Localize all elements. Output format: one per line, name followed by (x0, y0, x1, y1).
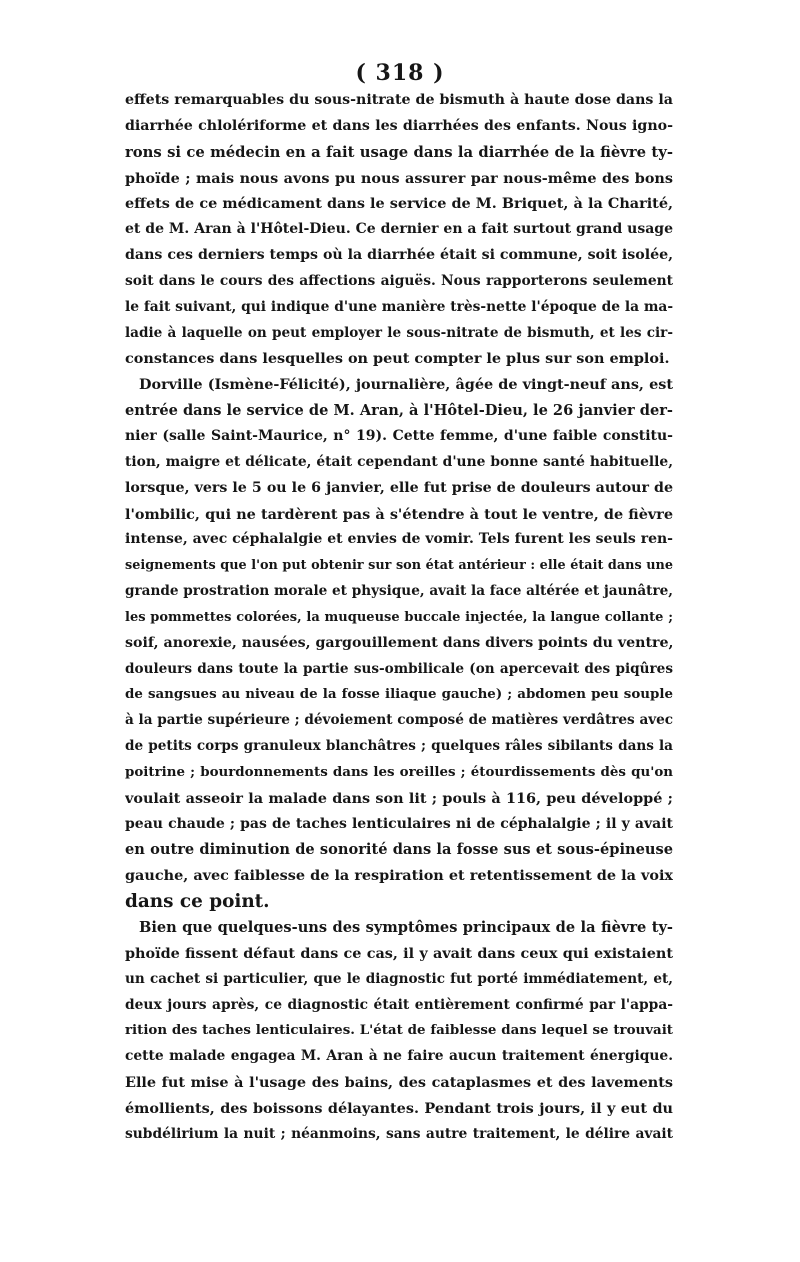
text-line: Elle fut mise à l'usage des bains, des cataplasmes et des lavements (125, 1074, 673, 1092)
text-line: rition des taches lenticulaires. L'état de faiblesse dans lequel se trouvait (125, 1022, 673, 1039)
text-line: Dorville (Ismène-Félicité), journalière, âgée de vingt-neuf ans, est (139, 376, 673, 394)
text-line: soif, anorexie, nausées, gargouillement dans divers points du ventre, (125, 634, 673, 651)
paragraph-case-report (125, 372, 673, 915)
text-line: de petits corps granuleux blanchâtres ; quelques râles sibilants dans la (125, 738, 673, 755)
text-line: à la partie supérieure ; dévoiement composé de matières verdâtres avec (125, 712, 673, 729)
text-line: lorsque, vers le 5 ou le 6 janvier, elle fut prise de douleurs autour de (125, 479, 673, 496)
text-line: nier (salle Saint-Maurice, n° 19). Cette femme, d'une faible constitu- (125, 427, 673, 444)
text-line: un cachet si particulier, que le diagnostic fut porté immédiatement, et, (125, 970, 673, 987)
text-line: deux jours après, ce diagnostic était entièrement confirmé par l'appa- (125, 996, 673, 1013)
text-line: seignements que l'on put obtenir sur son état antérieur : elle était dans une (125, 558, 673, 574)
text-line: douleurs dans toute la partie sus-ombilicale (on apercevait des piqûres (125, 660, 673, 677)
text-line: gauche, avec faiblesse de la respiration et retentissement de la voix (125, 867, 673, 885)
text-line: phoïde ; mais nous avons pu nous assurer par nous-même des bons (125, 169, 673, 187)
text-line: effets remarquables du sous-nitrate de bismuth à haute dose dans la (125, 92, 673, 108)
text-line: et de M. Aran à l'Hôtel-Dieu. Ce dernier en a fait surtout grand usage (125, 221, 673, 238)
text-line: entrée dans le service de M. Aran, à l'Hôtel-Dieu, le 26 janvier der- (125, 402, 673, 420)
text-line: diarrhée chlolériforme et dans les diarrhées des enfants. Nous igno- (125, 117, 673, 134)
text-line: cette malade engagea M. Aran à ne faire aucun traitement énergique. (125, 1048, 673, 1065)
text-line: phoïde fissent défaut dans ce cas, il y avait dans ceux qui existaient (125, 944, 673, 962)
text-line: Bien que quelques-uns des symptômes principaux de la fièvre ty- (139, 919, 673, 936)
text-line: tion, maigre et délicate, était cependant d'une bonne santé habituelle, (125, 453, 673, 470)
text-line: voulait asseoir la malade dans son lit ; pouls à 116, peu développé ; (125, 789, 673, 807)
text-line: émollients, des boissons délayantes. Pendant trois jours, il y eut du (125, 1099, 673, 1117)
text-line: constances dans lesquelles on peut compter le plus sur son emploi. (125, 350, 670, 368)
text-line: en outre diminution de sonorité dans la fosse sus et sous-épineuse (125, 841, 673, 859)
text-line: subdélirium la nuit ; néanmoins, sans autre traitement, le délire avait (125, 1125, 673, 1142)
text-line: grande prostration morale et physique, avait la face altérée et jaunâtre, (125, 583, 673, 600)
text-line: dans ce point. (125, 891, 270, 913)
text-line: poitrine ; bourdonnements dans les oreilles ; étourdissements dès qu'on (125, 763, 673, 780)
text-line: dans ces derniers temps où la diarrhée était si commune, soit isolée, (125, 247, 673, 264)
text-line: de sangsues au niveau de la fosse iliaque gauche) ; abdomen peu souple (125, 686, 673, 703)
text-line: effets de ce médicament dans le service de M. Briquet, à la Charité, (125, 195, 673, 213)
body-text (125, 88, 673, 1148)
text-line: le fait suivant, qui indique d'une manière très-nette l'époque de la ma- (125, 298, 673, 315)
text-line: l'ombilic, qui ne tardèrent pas à s'étendre à tout le ventre, de fièvre (125, 505, 673, 523)
text-line: ladie à laquelle on peut employer le sous-nitrate de bismuth, et les cir- (125, 324, 673, 341)
text-line: les pommettes colorées, la muqueuse buccale injectée, la langue collante ; (125, 609, 673, 625)
text-line: rons si ce médecin en a fait usage dans la diarrhée de la fièvre ty- (125, 143, 673, 161)
text-line: soit dans le cours des affections aiguës. Nous rapporterons seulement (125, 272, 673, 289)
page-number: ( 318 ) (355, 60, 445, 86)
text-line: peau chaude ; pas de taches lenticulaires ni de céphalalgie ; il y avait (125, 815, 673, 832)
text-line: intense, avec céphalalgie et envies de vomir. Tels furent les seuls ren- (125, 531, 673, 548)
paragraph-intro (125, 88, 673, 372)
paragraph-diagnosis (125, 915, 673, 1148)
